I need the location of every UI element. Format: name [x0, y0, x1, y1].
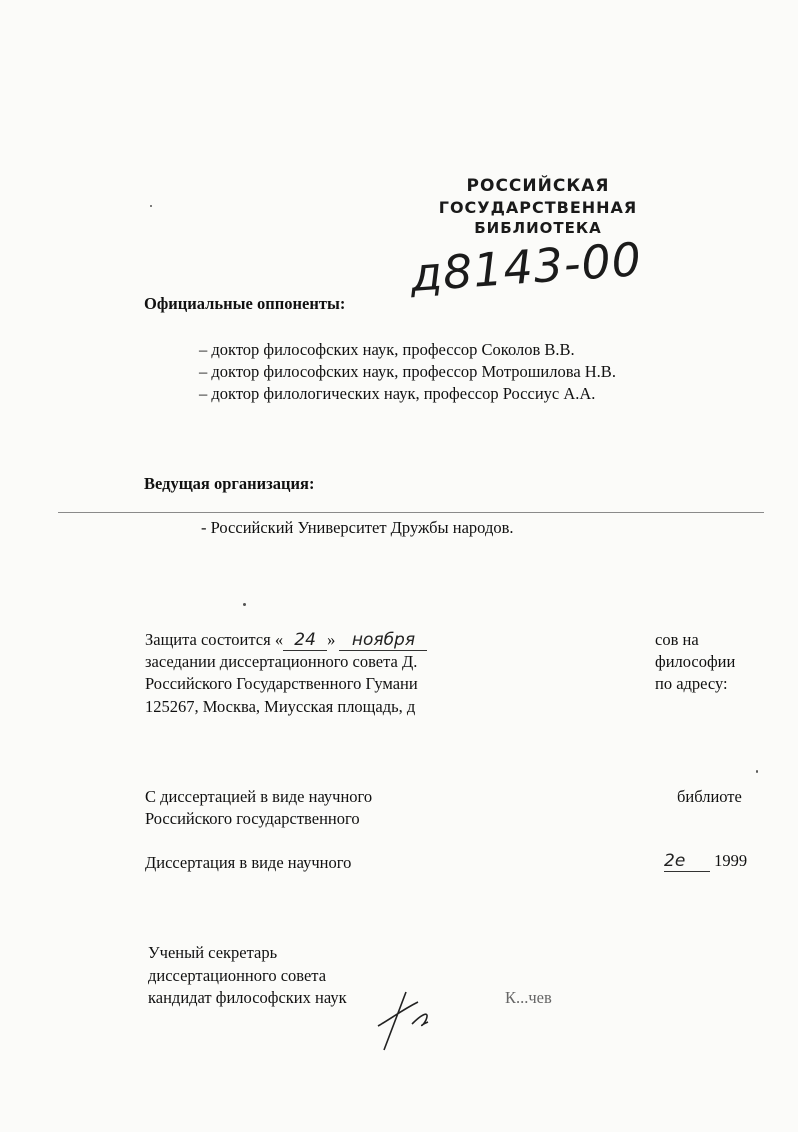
defense-line-3-right: по адресу:	[655, 674, 728, 693]
defense-line-4: 125267, Москва, Миусская площадь, д	[145, 697, 416, 716]
defense-mid: »	[327, 630, 336, 649]
defense-month: ноября	[339, 630, 427, 651]
defense-line-1	[145, 630, 427, 651]
opponents-heading: Официальные оппоненты:	[144, 294, 346, 313]
horizontal-rule	[58, 512, 764, 513]
stamp-line-3: БИБЛИОТЕКА	[474, 219, 602, 237]
secretary-line-2: диссертационного совета	[148, 966, 327, 985]
sent-day: 2е	[664, 851, 710, 872]
signature-icon	[372, 980, 442, 1060]
lead-org-item: - Российский Университет Дружбы народов.	[201, 518, 514, 537]
sent-date	[664, 851, 747, 872]
defense-line-3: Российского Государственного Гумани	[145, 674, 418, 693]
defense-line-1-right: сов на	[655, 630, 699, 649]
stamp-line-2: ГОСУДАРСТВЕННАЯ	[438, 198, 638, 217]
lead-org-heading: Ведущая организация:	[144, 474, 315, 493]
secretary-line-3: кандидат философских наук	[148, 988, 347, 1007]
secretary-name: К...чев	[505, 988, 552, 1007]
stamp-line-1: РОССИЙСКАЯ	[466, 176, 610, 196]
scan-speck	[756, 770, 758, 773]
library-stamp	[438, 176, 638, 239]
sent-year: 1999	[714, 851, 748, 870]
scan-speck	[243, 603, 246, 606]
opponent-item: – доктор филологических наук, профессор Россиус А.А.	[199, 384, 596, 403]
library-line-2: Российского государственного	[145, 809, 360, 828]
defense-line-2: заседании диссертационного совета Д.	[145, 652, 418, 671]
defense-line-2-right: философии	[655, 652, 736, 671]
sent-line: Диссертация в виде научного	[145, 853, 352, 872]
scan-speck	[150, 205, 152, 207]
secretary-line-1: Ученый секретарь	[148, 943, 278, 962]
library-line-1-right: библиоте	[677, 787, 742, 806]
opponent-item: – доктор философских наук, профессор Соколов В.В.	[199, 340, 575, 359]
library-line-1: С диссертацией в виде научного	[145, 787, 373, 806]
defense-day: 24	[283, 630, 327, 651]
defense-prefix: Защита состоится «	[145, 630, 284, 649]
opponent-item: – доктор философских наук, профессор Мотрошилова Н.В.	[199, 362, 616, 381]
catalog-number: д8143-00	[408, 231, 644, 303]
